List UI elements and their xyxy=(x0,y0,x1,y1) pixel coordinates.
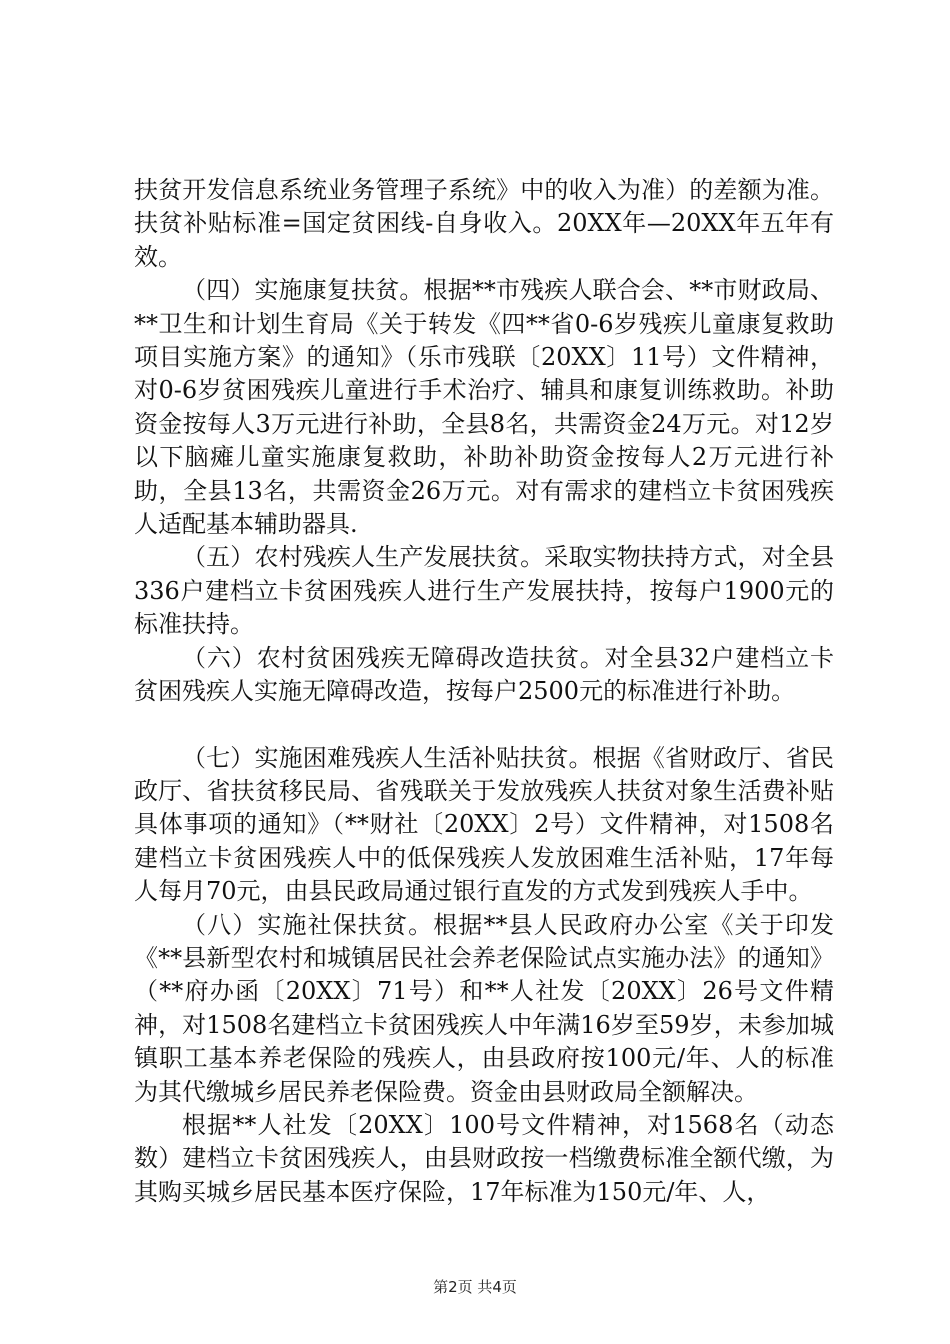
paragraph-production-development: （五）农村残疾人生产发展扶贫。采取实物扶持方式，对全县336户建档立卡贫困残疾人进行生产发展扶持，按每户1900元的标准扶持。 xyxy=(134,543,834,639)
paragraph-continuation: 扶贫开发信息系统业务管理子系统》中的收入为准）的差额为准。扶贫补贴标准=国定贫困线-自身收入。20XX年—20XX年五年有效。 xyxy=(134,176,834,271)
paragraph-medical-insurance: 根据**人社发〔20XX〕100号文件精神，对1568名（动态数）建档立卡贫困残疾人，由县财政按一档缴费标准全额代缴，为其购买城乡居民基本医疗保险，17年标准为150元/年、人， xyxy=(134,1110,834,1206)
document-body xyxy=(134,174,834,1209)
page-footer: 第2页 共4页 xyxy=(433,1278,517,1296)
paragraph-barrier-free: （六）农村贫困残疾无障碍改造扶贫。对全县32户建档立卡贫困残疾人实施无障碍改造，按每户2500元的标准进行补助。 xyxy=(134,643,834,706)
paragraph-rehabilitation: （四）实施康复扶贫。根据**市残疾人联合会、**市财政局、**卫生和计划生育局《关于转发《四**省0-6岁残疾儿童康复救助项目实施方案》的通知》（乐市残联〔20XX〕11号）文件精神，对0-6岁贫困残疾儿童进行手术治疗、辅具和康复训练救助。补助资金按每人3万元进行补助，全县8名，共需资金24万元。对12岁以下脑瘫儿童实施康复救助，补助补助资金按每人2万元进行补助，全县13名，共需资金26万元。对有需求的建档立卡贫困残疾人适配基本辅助器具. xyxy=(134,276,834,539)
paragraph-social-security: （八）实施社保扶贫。根据**县人民政府办公室《关于印发《**县新型农村和城镇居民社会养老保险试点实施办法》的通知》（**府办函〔20XX〕71号）和**人社发〔20XX〕26号文件精神，对1508名建档立卡贫困残疾人中年满16岁至59岁，未参加城镇职工基本养老保险的残疾人，由县政府按100元/年、人的标准为其代缴城乡居民养老保险费。资金由县财政局全额解决。 xyxy=(134,910,834,1106)
paragraph-living-subsidy: （七）实施困难残疾人生活补贴扶贫。根据《省财政厅、省民政厅、省扶贫移民局、省残联关于发放残疾人扶贫对象生活费补贴具体事项的通知》（**财社〔20XX〕2号）文件精神，对1508名建档立卡贫困残疾人中的低保残疾人发放困难生活补贴，17年每人每月70元，由县民政局通过银行直发的方式发到残疾人手中。 xyxy=(134,743,834,906)
